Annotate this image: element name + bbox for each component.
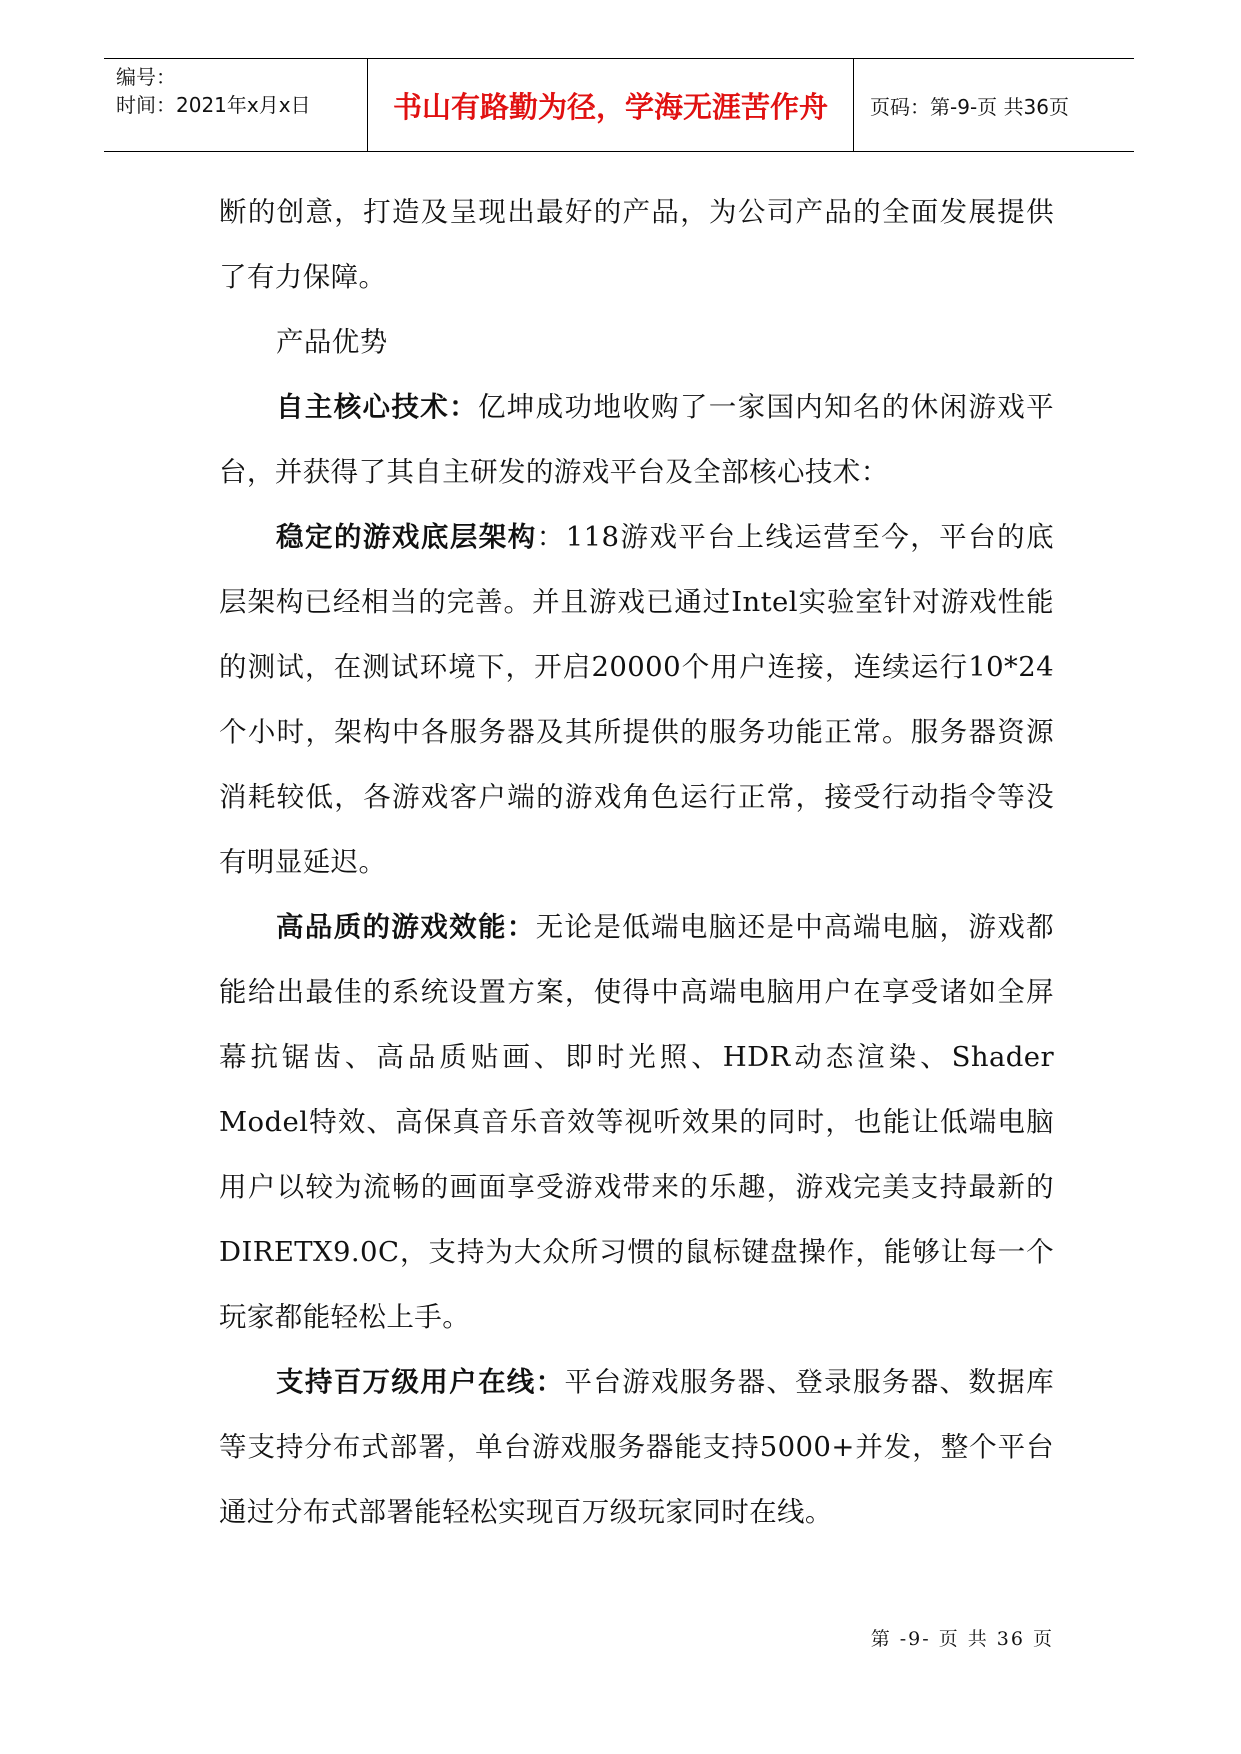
paragraph-lead: 自主核心技术： bbox=[276, 391, 478, 423]
section-heading-text: 产品优势 bbox=[276, 326, 388, 358]
document-time-label: 时间：2021年x月x日 bbox=[116, 93, 311, 117]
page-footer: 第 -9- 页 共 36 页 bbox=[870, 1628, 1054, 1650]
paragraph-performance bbox=[219, 895, 1054, 1350]
paragraph-scalability bbox=[219, 1350, 1054, 1545]
section-heading bbox=[219, 310, 1054, 375]
paragraph-text: 无论是低端电脑还是中高端电脑，游戏都能给出最佳的系统设置方案，使得中高端电脑用户在享受诸如全屏幕抗锯齿、高品质贴画、即时光照、HDR动态渲染、Shader Model特效、高保真音乐音效等视听效果的同时，也能让低端电脑用户以较为流畅的画面享受游戏带来的乐趣，游戏完美支持最新的DIRETX9.0C，支持为大众所习惯的鼠标键盘操作，能够让每一个玩家都能轻松上手。 bbox=[219, 911, 1054, 1333]
paragraph-architecture bbox=[219, 505, 1054, 895]
document-body bbox=[219, 180, 1054, 1545]
header-motto: 书山有路勤为径，学海无涯苦作舟 bbox=[368, 59, 854, 151]
paragraph-text: 断的创意，打造及呈现出最好的产品，为公司产品的全面发展提供了有力保障。 bbox=[219, 196, 1054, 293]
paragraph-lead: 稳定的游戏底层架构 bbox=[276, 521, 537, 553]
page-header bbox=[104, 58, 1134, 152]
paragraph-lead: 高品质的游戏效能： bbox=[276, 911, 536, 943]
header-meta bbox=[104, 59, 368, 151]
header-page-number: 页码：第-9-页 共36页 bbox=[870, 94, 1069, 119]
paragraph-text: 平台游戏服务器、登录服务器、数据库等支持分布式部署，单台游戏服务器能支持5000+并发，整个平台通过分布式部署能轻松实现百万级玩家同时在线。 bbox=[219, 1366, 1054, 1528]
paragraph-text: ：118游戏平台上线运营至今，平台的底层架构已经相当的完善。并且游戏已通过Intel实验室针对游戏性能的测试，在测试环境下，开启20000个用户连接，连续运行10*24个小时，架构中各服务器及其所提供的服务功能正常。服务器资源消耗较低，各游戏客户端的游戏角色运行正常，接受行动指令等没有明显延迟。 bbox=[219, 521, 1054, 878]
paragraph-text: 亿坤成功地收购了一家国内知名的休闲游戏平台，并获得了其自主研发的游戏平台及全部核心技术： bbox=[219, 391, 1054, 488]
document-number-label: 编号： bbox=[116, 65, 176, 89]
paragraph-lead: 支持百万级用户在线： bbox=[276, 1366, 565, 1398]
paragraph-continuation bbox=[219, 180, 1054, 310]
paragraph-core-technology bbox=[219, 375, 1054, 505]
